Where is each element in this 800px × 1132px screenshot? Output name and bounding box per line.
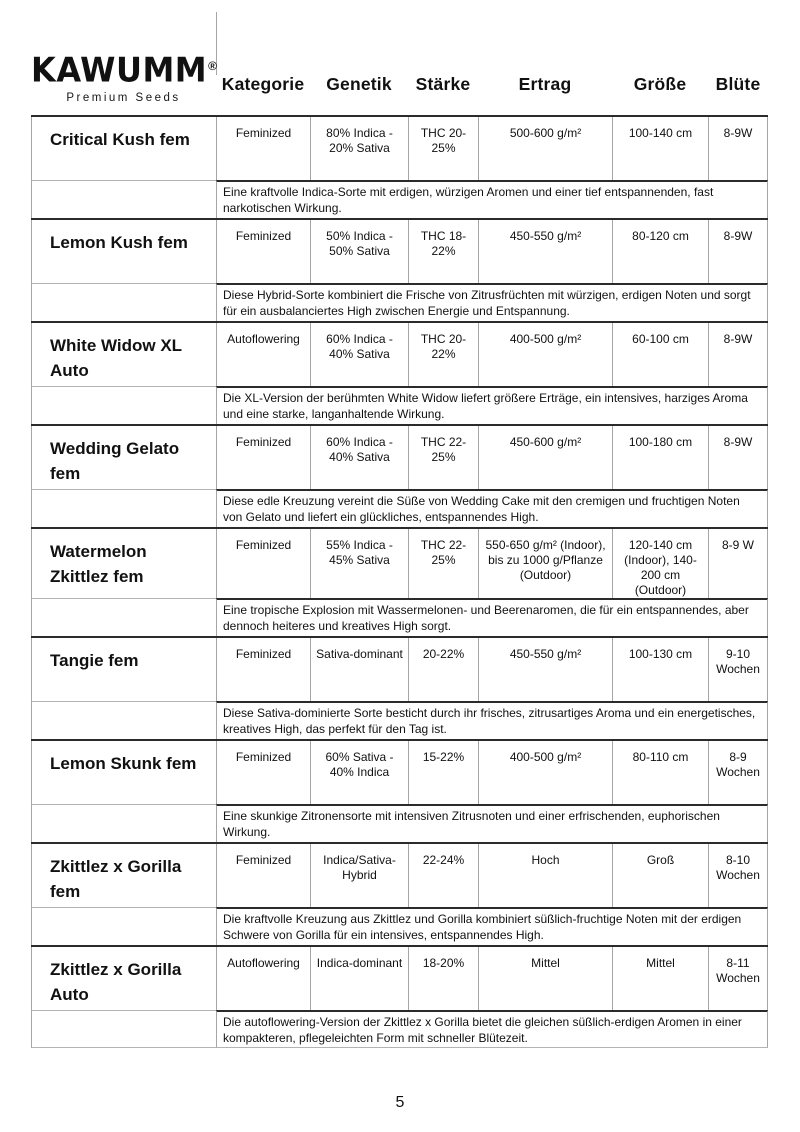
cell-bluete: 8-11 Wochen	[708, 947, 768, 1010]
product-row	[31, 739, 768, 804]
description-spacer	[31, 804, 216, 842]
cell-staerke: 18-20%	[408, 947, 478, 1010]
cell-kategorie: Feminized	[216, 529, 310, 598]
cell-ertrag: 400-500 g/m²	[478, 323, 612, 386]
cell-genetik: Indica/Sativa-Hybrid	[310, 844, 408, 907]
product-description-row	[31, 489, 768, 527]
cell-kategorie: Autoflowering	[216, 323, 310, 386]
seed-table	[31, 40, 768, 1048]
product-name: White Widow XL Auto	[31, 323, 216, 386]
product-name: Lemon Kush fem	[31, 220, 216, 283]
cell-staerke: THC 18-22%	[408, 220, 478, 283]
product-name: Tangie fem	[31, 638, 216, 701]
product-description-row	[31, 180, 768, 218]
cell-kategorie: Autoflowering	[216, 947, 310, 1010]
product-description-row	[31, 598, 768, 636]
brand-tagline: Premium Seeds	[66, 92, 181, 104]
cell-groesse: 60-100 cm	[612, 323, 708, 386]
cell-staerke: 22-24%	[408, 844, 478, 907]
product-description: Eine kraftvolle Indica-Sorte mit erdigen, würzigen Aromen und einer tief entspannenden, fast narkotischen Wirkung.	[216, 180, 768, 218]
cell-groesse: 100-180 cm	[612, 426, 708, 489]
cell-ertrag: 450-550 g/m²	[478, 220, 612, 283]
cell-bluete: 8-9W	[708, 117, 768, 180]
description-spacer	[31, 701, 216, 739]
cell-genetik: Sativa-dominant	[310, 638, 408, 701]
cell-groesse: 80-110 cm	[612, 741, 708, 804]
cell-groesse: 100-130 cm	[612, 638, 708, 701]
product-description-row	[31, 283, 768, 321]
product-row	[31, 218, 768, 283]
product-row	[31, 842, 768, 907]
description-spacer	[31, 907, 216, 945]
product-row	[31, 945, 768, 1010]
product-description-row	[31, 386, 768, 424]
cell-kategorie: Feminized	[216, 638, 310, 701]
brand-logo	[31, 40, 216, 115]
product-row	[31, 527, 768, 598]
cell-genetik: 55% Indica - 45% Sativa	[310, 529, 408, 598]
product-description-row	[31, 804, 768, 842]
product-description: Die XL-Version der berühmten White Widow liefert größere Erträge, ein intensives, harziges Aroma und eine starke, langanhaltende Wirkung.	[216, 386, 768, 424]
cell-groesse: 80-120 cm	[612, 220, 708, 283]
product-description-row	[31, 701, 768, 739]
cell-bluete: 8-9 W	[708, 529, 768, 598]
product-name: Zkittlez x Gorilla Auto	[31, 947, 216, 1010]
cell-kategorie: Feminized	[216, 220, 310, 283]
description-spacer	[31, 598, 216, 636]
description-spacer	[31, 180, 216, 218]
product-row	[31, 115, 768, 180]
cell-ertrag: Hoch	[478, 844, 612, 907]
cell-ertrag: 500-600 g/m²	[478, 117, 612, 180]
column-header-genetik: Genetik	[326, 74, 392, 94]
cell-genetik: 60% Indica - 40% Sativa	[310, 323, 408, 386]
cell-staerke: THC 22-25%	[408, 529, 478, 598]
description-spacer	[31, 386, 216, 424]
product-row	[31, 636, 768, 701]
cell-bluete: 8-9W	[708, 426, 768, 489]
cell-kategorie: Feminized	[216, 117, 310, 180]
cell-ertrag: 400-500 g/m²	[478, 741, 612, 804]
product-name: Lemon Skunk fem	[31, 741, 216, 804]
page-number: 5	[395, 1094, 405, 1111]
description-spacer	[31, 489, 216, 527]
product-description: Die autoflowering-Version der Zkittlez x Gorilla bietet die gleichen süßlich-erdigen Aromen in einer kompakteren, pflegeleichten Form mit schneller Blütezeit.	[216, 1010, 768, 1048]
cell-kategorie: Feminized	[216, 426, 310, 489]
product-description: Diese Sativa-dominierte Sorte besticht durch ihr frisches, zitrusartiges Aroma und ein energetisches, kreatives High, das perfekt für den Tag ist.	[216, 701, 768, 739]
cell-groesse: Groß	[612, 844, 708, 907]
product-name: Watermelon Zkittlez fem	[31, 529, 216, 598]
cell-ertrag: 450-550 g/m²	[478, 638, 612, 701]
cell-ertrag: 550-650 g/m² (Indoor), bis zu 1000 g/Pflanze (Outdoor)	[478, 529, 612, 598]
product-description: Die kraftvolle Kreuzung aus Zkittlez und Gorilla kombiniert süßlich-fruchtige Noten mit der erdigen Schwere von Gorilla für ein intensives, entspannendes High.	[216, 907, 768, 945]
column-header-staerke: Stärke	[415, 74, 471, 94]
registered-trademark: ®	[208, 59, 217, 73]
cell-staerke: THC 20-25%	[408, 117, 478, 180]
product-description: Diese edle Kreuzung vereint die Süße von Wedding Cake mit den cremigen und fruchtigen Noten von Gelato und liefert ein glückliches, entspannendes High.	[216, 489, 768, 527]
product-name: Wedding Gelato fem	[31, 426, 216, 489]
description-spacer	[31, 283, 216, 321]
cell-bluete: 8-9W	[708, 323, 768, 386]
cell-bluete: 8-9W	[708, 220, 768, 283]
cell-genetik: 80% Indica - 20% Sativa	[310, 117, 408, 180]
column-header-bluete: Blüte	[715, 74, 761, 94]
cell-staerke: 20-22%	[408, 638, 478, 701]
cell-bluete: 8-10 Wochen	[708, 844, 768, 907]
cell-staerke: THC 22-25%	[408, 426, 478, 489]
column-header-ertrag: Ertrag	[518, 74, 572, 94]
table-header-row	[31, 40, 768, 115]
cell-staerke: 15-22%	[408, 741, 478, 804]
cell-ertrag: 450-600 g/m²	[478, 426, 612, 489]
product-description-row	[31, 1010, 768, 1048]
column-header-groesse: Größe	[633, 74, 687, 94]
description-spacer	[31, 1010, 216, 1048]
cell-kategorie: Feminized	[216, 741, 310, 804]
cell-genetik: 60% Sativa - 40% Indica	[310, 741, 408, 804]
product-row	[31, 424, 768, 489]
cell-staerke: THC 20-22%	[408, 323, 478, 386]
product-description: Diese Hybrid-Sorte kombiniert die Frische von Zitrusfrüchten mit würzigen, erdigen Noten und sorgt für ein ausbalanciertes High zwischen Energie und Entspannung.	[216, 283, 768, 321]
cell-bluete: 8-9 Wochen	[708, 741, 768, 804]
cell-groesse: 100-140 cm	[612, 117, 708, 180]
cell-groesse: 120-140 cm (Indoor), 140-200 cm (Outdoor)	[612, 529, 708, 598]
cell-kategorie: Feminized	[216, 844, 310, 907]
cell-ertrag: Mittel	[478, 947, 612, 1010]
product-row	[31, 321, 768, 386]
product-name: Critical Kush fem	[31, 117, 216, 180]
cell-bluete: 9-10 Wochen	[708, 638, 768, 701]
cell-genetik: 50% Indica - 50% Sativa	[310, 220, 408, 283]
product-description: Eine skunkige Zitronensorte mit intensiven Zitrusnoten und einer erfrischenden, euphorischen Wirkung.	[216, 804, 768, 842]
product-description: Eine tropische Explosion mit Wassermelonen- und Beerenaromen, die für ein entspannendes, aber dennoch heiteres und kreatives High sorgt.	[216, 598, 768, 636]
cell-genetik: Indica-dominant	[310, 947, 408, 1010]
column-header-kategorie: Kategorie	[221, 74, 305, 94]
cell-genetik: 60% Indica - 40% Sativa	[310, 426, 408, 489]
product-name: Zkittlez x Gorilla fem	[31, 844, 216, 907]
product-description-row	[31, 907, 768, 945]
brand-wordmark: KAWUMM	[31, 49, 208, 91]
cell-groesse: Mittel	[612, 947, 708, 1010]
